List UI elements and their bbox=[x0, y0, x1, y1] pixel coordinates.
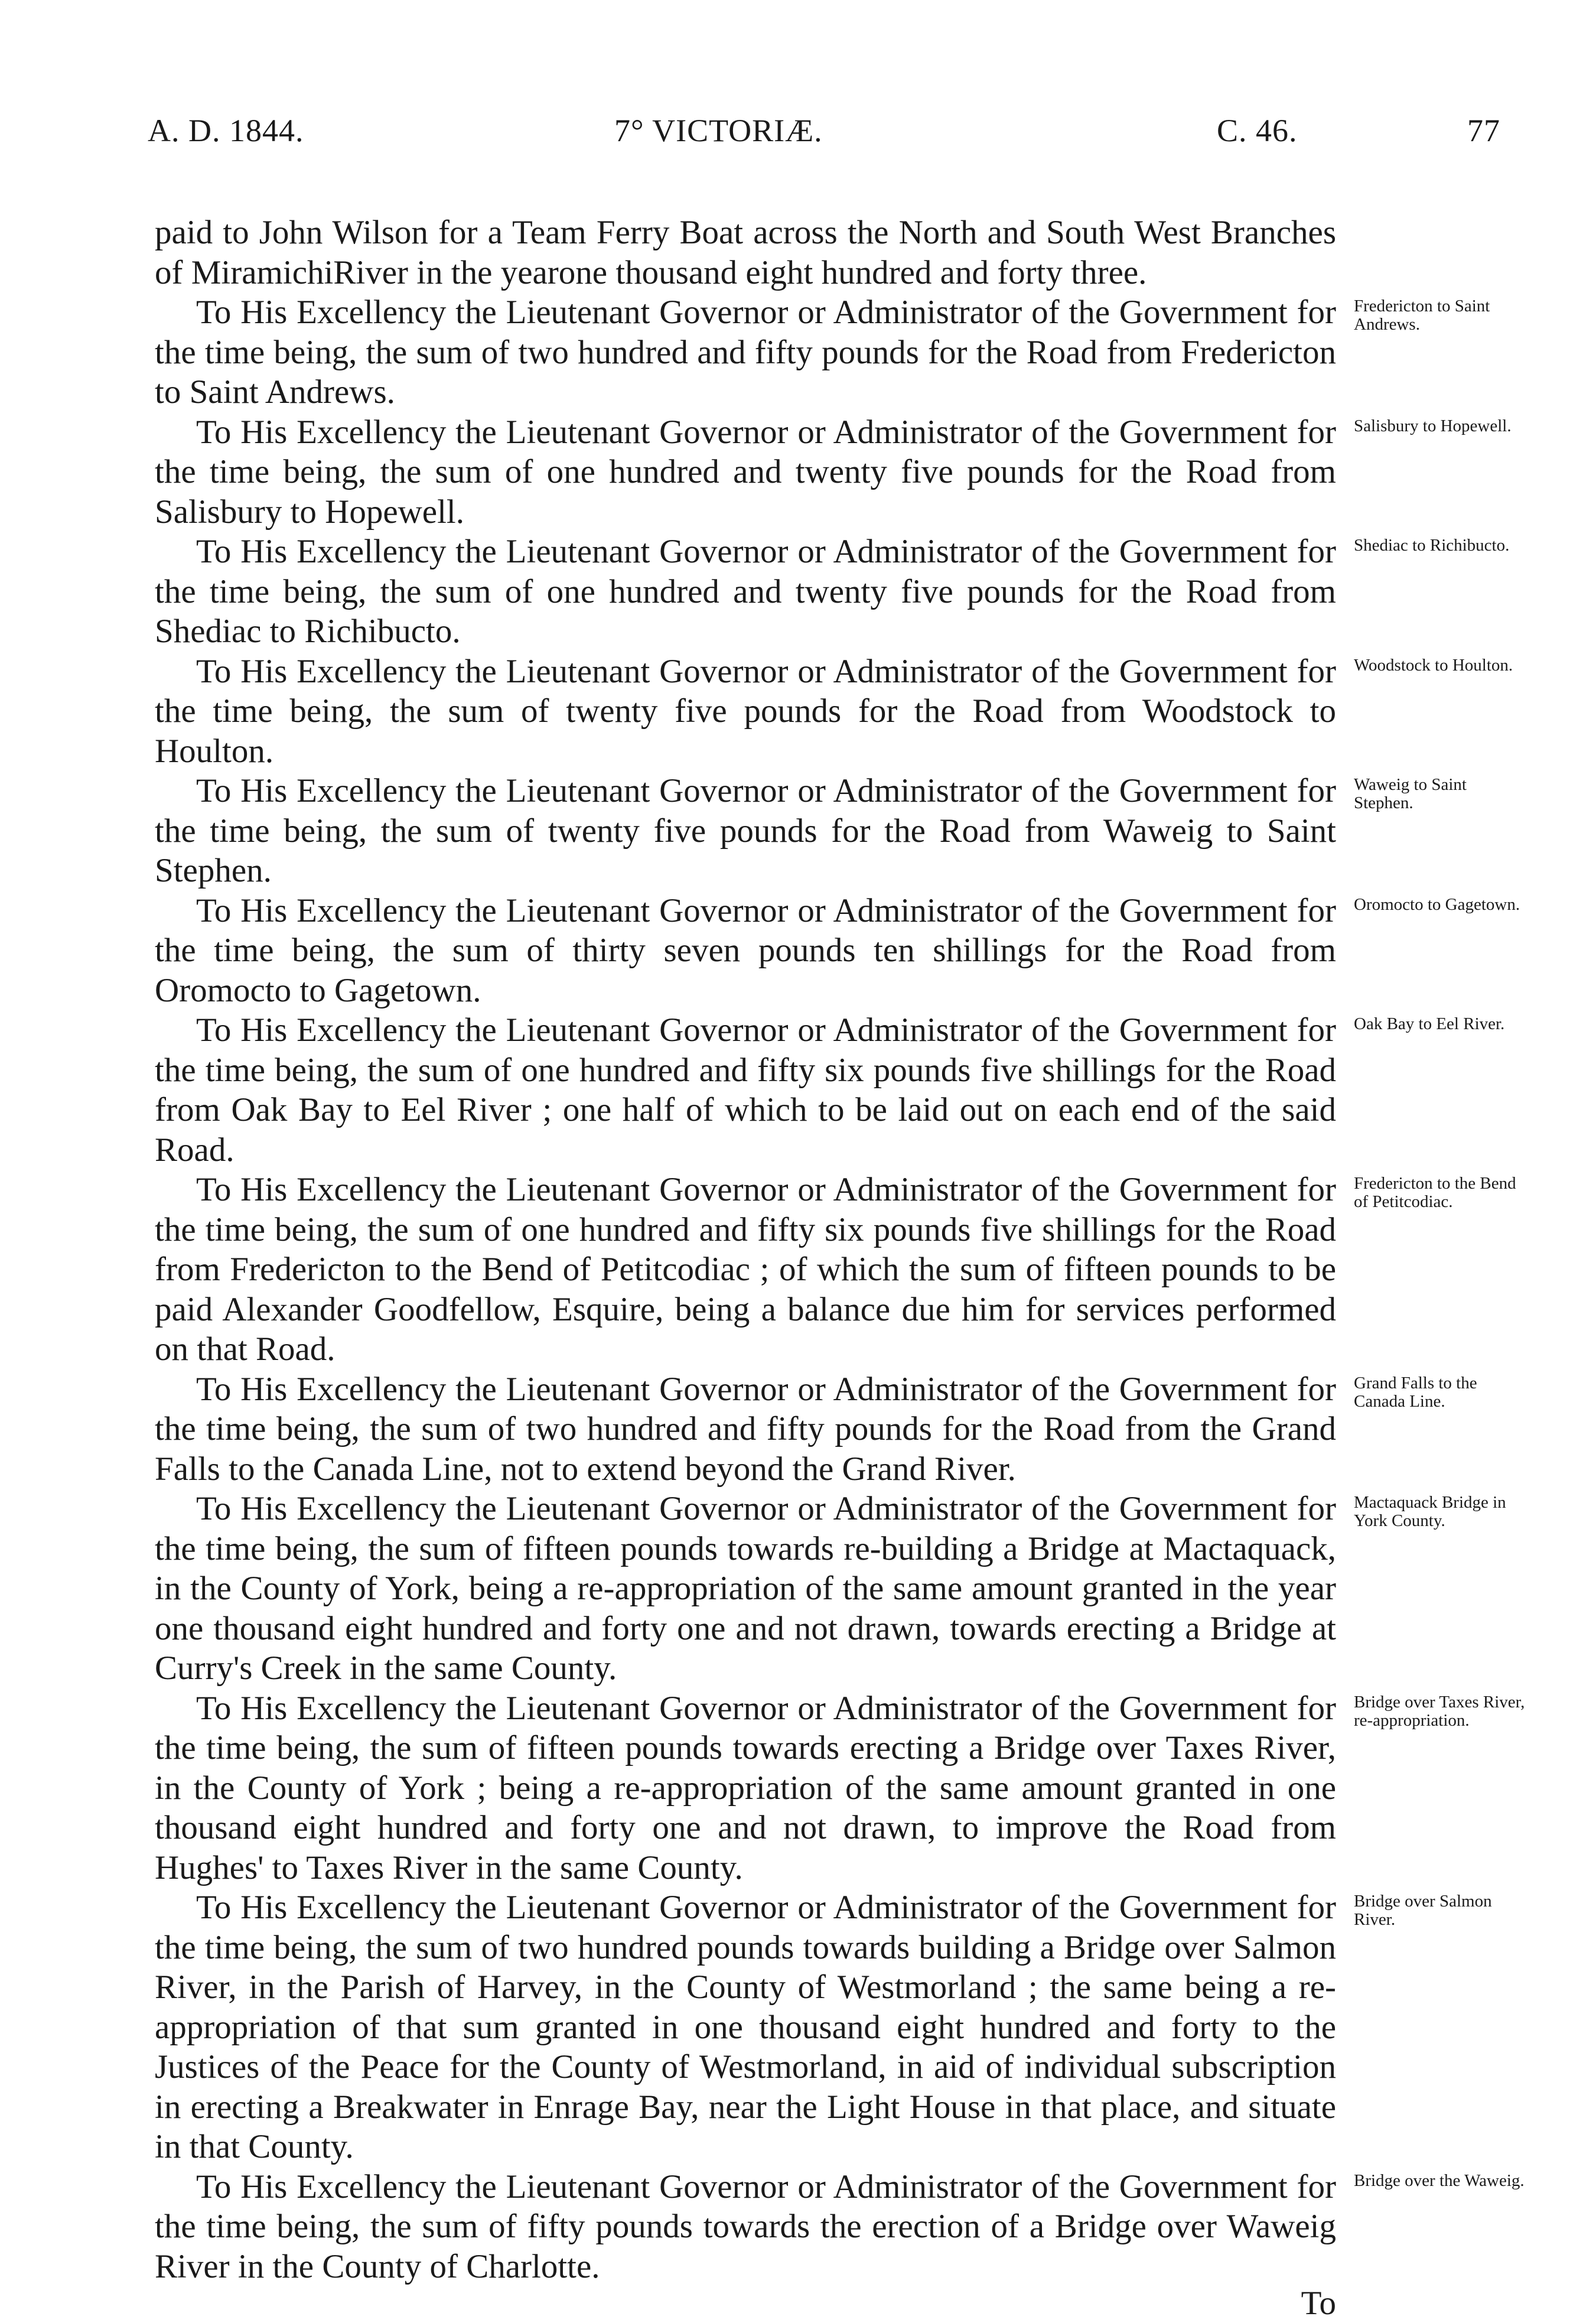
paragraph bbox=[155, 292, 1336, 412]
paragraph bbox=[155, 1688, 1336, 1888]
marginal-note: Bridge over the Waweig. bbox=[1354, 2172, 1525, 2190]
paragraph-text: To His Excellency the Lieutenant Governor or Administrator of the Government for the time being, the sum of thirty seven pounds ten shillings for the Road from Oromocto to Gagetown. bbox=[155, 892, 1336, 1009]
marginal-note: Woodstock to Houlton. bbox=[1354, 656, 1525, 675]
catchword: To bbox=[1301, 2283, 1336, 2323]
marginal-note: Fredericton to the Bend of Petitcodiac. bbox=[1354, 1174, 1525, 1211]
paragraph bbox=[155, 1369, 1336, 1489]
paragraph-text: paid to John Wilson for a Team Ferry Boat across the North and South West Branches of MiramichiRiver in the yearone thousand eight hundred and forty three. bbox=[155, 214, 1336, 291]
marginal-note: Oak Bay to Eel River. bbox=[1354, 1015, 1525, 1033]
marginal-note: Mactaquack Bridge in York County. bbox=[1354, 1494, 1525, 1530]
paragraph bbox=[155, 532, 1336, 652]
paragraph-text: To His Excellency the Lieutenant Governor or Administrator of the Government for the time being, the sum of fifty pounds towards the erection of a Bridge over Waweig River in the County of Charlotte. bbox=[155, 2168, 1336, 2285]
marginal-note: Grand Falls to the Canada Line. bbox=[1354, 1374, 1525, 1411]
marginal-note: Salisbury to Hopewell. bbox=[1354, 417, 1525, 435]
marginal-note: Oromocto to Gagetown. bbox=[1354, 896, 1525, 914]
marginal-note: Shediac to Richibucto. bbox=[1354, 536, 1525, 555]
header-year: A. D. 1844. bbox=[148, 112, 304, 149]
paragraph bbox=[155, 771, 1336, 891]
marginal-note: Fredericton to Saint Andrews. bbox=[1354, 297, 1525, 334]
page-number: 77 bbox=[1467, 112, 1500, 149]
paragraph-text: To His Excellency the Lieutenant Governor or Administrator of the Government for the time being, the sum of twenty five pounds for the Road from Woodstock to Houlton. bbox=[155, 653, 1336, 770]
paragraph-text: To His Excellency the Lieutenant Governor or Administrator of the Government for the time being, the sum of two hundred and fifty pounds for the Road from the Grand Falls to the Canada Line, not to extend beyond the Grand River. bbox=[155, 1371, 1336, 1488]
paragraph bbox=[155, 213, 1336, 292]
header-chapter: C. 46. bbox=[1217, 112, 1298, 149]
paragraph bbox=[155, 412, 1336, 532]
page-header bbox=[148, 112, 1500, 160]
marginal-note: Bridge over Salmon River. bbox=[1354, 1892, 1525, 1929]
paragraph bbox=[155, 1888, 1336, 2167]
paragraph bbox=[155, 891, 1336, 1011]
paragraph-text: To His Excellency the Lieutenant Governor or Administrator of the Government for the time being, the sum of one hundred and twenty five pounds for the Road from Salisbury to Hopewell. bbox=[155, 414, 1336, 531]
paragraph-text: To His Excellency the Lieutenant Governor or Administrator of the Government for the time being, the sum of two hundred pounds towards building a Bridge over Salmon River, in the Parish of Harvey, in the County of Westmorland ; the same being a re-appropriation of that sum granted in one thousand eight hundred and forty to the Justices of the Peace for the County of Westmorland, in aid of individual subscription in erecting a Breakwater in Enrage Bay, near the Light House in that place, and situate in that County. bbox=[155, 1889, 1336, 2165]
paragraph-text: To His Excellency the Lieutenant Governor or Administrator of the Government for the time being, the sum of one hundred and fifty six pounds five shillings for the Road from Fredericton to the Bend of Petitcodiac ; of which the sum of fifteen pounds to be paid Alexander Goodfellow, Esquire, being a balance due him for services performed on that Road. bbox=[155, 1171, 1336, 1368]
paragraph bbox=[155, 1489, 1336, 1688]
paragraph-text: To His Excellency the Lieutenant Governor or Administrator of the Government for the time being, the sum of twenty five pounds for the Road from Waweig to Saint Stephen. bbox=[155, 772, 1336, 889]
marginal-note: Waweig to Saint Stephen. bbox=[1354, 776, 1525, 812]
paragraph-text: To His Excellency the Lieutenant Governor or Administrator of the Government for the time being, the sum of fifteen pounds towards re-building a Bridge at Mactaquack, in the County of York, being a re-appropriation of the same amount granted in the year one thousand eight hundred and forty one and not drawn, towards erecting a Bridge at Curry's Creek in the same County. bbox=[155, 1490, 1336, 1687]
paragraph-text: To His Excellency the Lieutenant Governor or Administrator of the Government for the time being, the sum of one hundred and fifty six pounds five shillings for the Road from Oak Bay to Eel River ; one half of which to be laid out on each end of the said Road. bbox=[155, 1011, 1336, 1169]
paragraph-text: To His Excellency the Lieutenant Governor or Administrator of the Government for the time being, the sum of fifteen pounds towards erecting a Bridge over Taxes River, in the County of York ; being a re-appropriation of the same amount granted in one thousand eight hundred and forty one and not drawn, to improve the Road from Hughes' to Taxes River in the same County. bbox=[155, 1690, 1336, 1886]
marginal-note: Bridge over Taxes River, re-appropriation. bbox=[1354, 1693, 1525, 1730]
paragraph bbox=[155, 2167, 1336, 2287]
paragraph bbox=[155, 1170, 1336, 1369]
paragraph bbox=[155, 652, 1336, 772]
paragraph-text: To His Excellency the Lieutenant Governor or Administrator of the Government for the time being, the sum of one hundred and twenty five pounds for the Road from Shediac to Richibucto. bbox=[155, 533, 1336, 650]
header-reign: 7° VICTORIÆ. bbox=[614, 112, 823, 149]
body-text bbox=[155, 213, 1519, 2286]
paragraph-text: To His Excellency the Lieutenant Governor or Administrator of the Government for the time being, the sum of two hundred and fifty pounds for the Road from Fredericton to Saint Andrews. bbox=[155, 294, 1336, 411]
paragraph bbox=[155, 1010, 1336, 1170]
